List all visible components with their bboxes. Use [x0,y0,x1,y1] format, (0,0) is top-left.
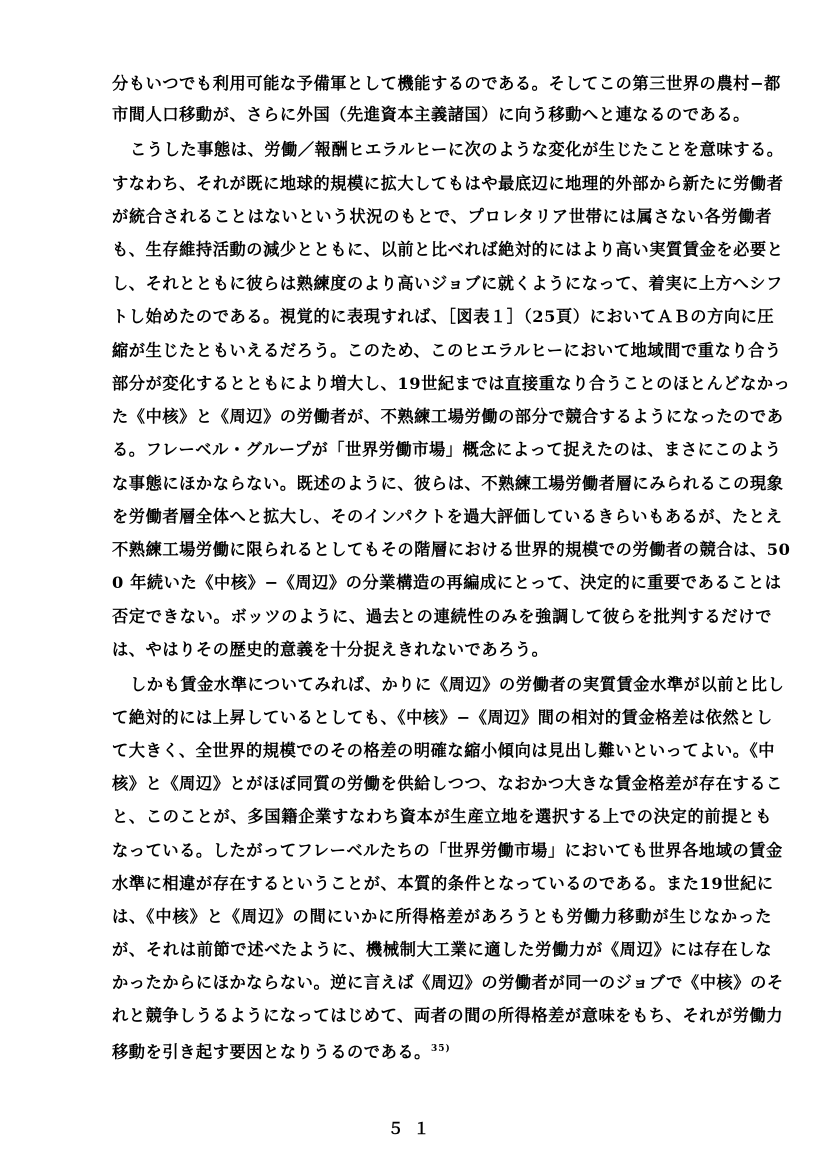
text-line-13: な事態にほかならない。既述のように、彼らは、不熟練工場労働者層にみられるこの現象 [112,474,784,493]
text-line-17: 否定できない。ボッツのように、過去との連続性のみを強調して彼らを批判するだけで [112,607,772,626]
text-line-30 [112,1039,772,1062]
text-line-14: を労働者層全体へと拡大し、そのインパクトを過大評価しているきらいもあるが、たとえ [112,507,783,526]
text-line-15: 不熟練工場労働に限られるとしてもその階層における世界的規模での労働者の競合は、50 [112,540,791,559]
text-line-23: と、このことが、多国籍企業すなわち資本が生産立地を選択する上での決定的前提とも [112,807,772,826]
text-line-16: 0 年続いた《中核》−《周辺》の分業構造の再編成にとって、決定的に重要であることは [112,573,782,592]
text-line-2: 市間人口移動が、さらに外国（先進資本主義諸国）に向う移動へと連なるのである。 [112,105,750,124]
text-line-11: た《中核》と《周辺》の労働者が、不熟練工場労働の部分で競合するようになったのであ [112,407,784,426]
text-line-8: トし始めたのである。視覚的に表現すれば、［図表１］（25頁）においてＡＢの方向に圧 [112,307,775,326]
text-line-3: こうした事態は、労働／報酬ヒエラルヒーに次のような変化が生じたことを意味する。 [130,140,784,159]
text-line-21: て大きく、全世界的規模でのその格差の明確な縮小傾向は見出し難いといってよい。《中 [112,741,776,760]
text-line-10: 部分が変化するとともにより増大し、19世紀までは直接重なり合うことのほとんどなかっ [112,374,791,393]
text-line-24: なっている。したがってフレーベルたちの「世界労働市場」においても世界各地域の賃金 [112,841,783,860]
text-line-6: も、生存維持活動の減少とともに、以前と比べれば絶対的にはより高い実質賃金を必要と [112,240,784,259]
text-line-29: れと競争しうるようになってはじめて、両者の間の所得格差が意味をもち、それが労働力 [112,1006,784,1025]
text-line-25: 水準に相違が存在するということが、本質的条件となっているのである。また19世紀に [112,874,774,893]
text-line-1: 分もいつでも利用可能な予備軍として機能するのである。そしてこの第三世界の農村−都 [112,74,781,93]
page-number: ５１ [387,1119,440,1138]
text-line-26: は、《中核》と《周辺》の間にいかに所得格差があろうとも労働力移動が生じなかった [112,907,772,926]
text-line-20: て絶対的には上昇しているとしても、《中核》−《周辺》間の相対的賃金格差は依然とし [112,708,773,727]
text-line-12: る。フレーベル・グループが「世界労働市場」概念によって捉えたのは、まさにこのよう [112,440,782,459]
footnote-marker: 35) [430,1044,451,1054]
text-line-22: 核》と《周辺》とがほぼ同質の労働を供給しつつ、なおかつ大きな賃金格差が存在するこ [112,774,783,793]
text-line-19: しかも賃金水準についてみれば、かりに《周辺》の労働者の実質賃金水準が以前と比し [130,675,785,694]
text-line-5: が統合されることはないという状況のもとで、プロレタリア世帯には属さない各労働者 [112,207,772,226]
text-line-30-body: 移動を引き起す要因となりうるのである。 [112,1042,431,1062]
text-line-7: し、それとともに彼らは熟練度のより高いジョブに就くようになって、着実に上方へシフ [112,274,783,293]
text-line-18: は、やはりその歴史的意義を十分捉えきれないであろう。 [112,640,549,659]
text-line-9: 縮が生じたともいえるだろう。このため、このヒエラルヒーにおいて地域間で重なり合う [112,341,782,360]
text-line-4: すなわち、それが既に地球的規模に拡大してもはや最底辺に地理的外部から新たに労働者 [112,174,784,193]
text-line-28: かったからにほかならない。逆に言えば《周辺》の労働者が同一のジョブで《中核》のそ [112,973,784,992]
text-line-27: が、それは前節で述べたように、機械制大工業に適した労働力が《周辺》には存在しな [112,940,772,959]
